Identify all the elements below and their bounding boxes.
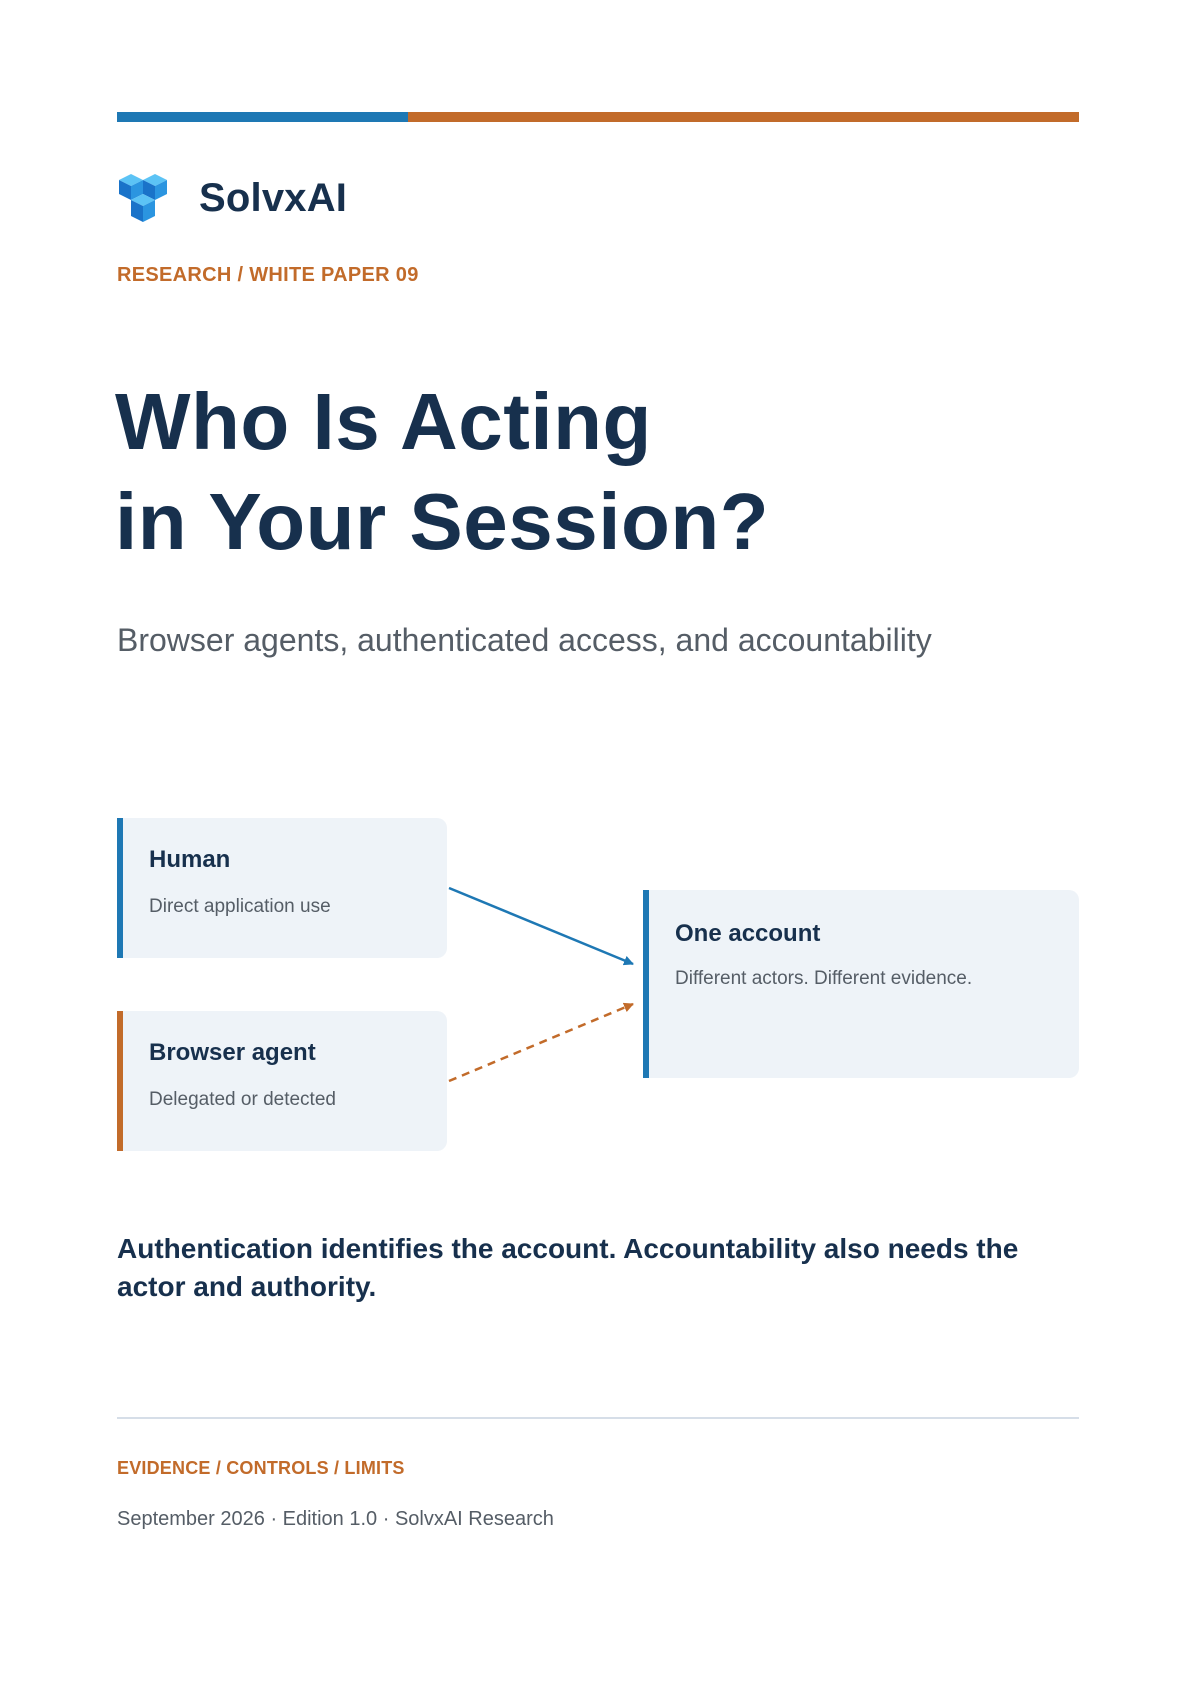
browser-agent-card-title: Browser agent xyxy=(149,1039,316,1066)
human-card xyxy=(117,818,447,958)
browser-agent-card xyxy=(117,1011,447,1151)
top-accent-bar xyxy=(117,112,1079,122)
footer-topics-label: EVIDENCE / CONTROLS / LIMITS xyxy=(117,1458,405,1478)
footer-publication-info: September 2026 · Edition 1.0 · SolvxAI Research xyxy=(117,1508,554,1530)
page-subtitle: Browser agents, authenticated access, and accountability xyxy=(117,622,932,658)
account-card-title: One account xyxy=(675,920,821,947)
account-card-text: Different actors. Different evidence. xyxy=(675,968,973,989)
document-series-label: RESEARCH / WHITE PAPER 09 xyxy=(117,264,419,286)
brand-header xyxy=(117,170,347,226)
agent-to-account-arrow xyxy=(449,1004,633,1081)
page-title xyxy=(115,372,769,572)
cube-logo-icon xyxy=(117,170,169,226)
accent-bar-orange-segment xyxy=(408,112,1079,122)
human-card-text: Direct application use xyxy=(149,896,331,917)
brand-name: SolvxAI xyxy=(199,175,348,220)
footer-divider xyxy=(117,1417,1079,1419)
title-line-2: in Your Session? xyxy=(115,477,770,566)
accent-bar-blue-segment xyxy=(117,112,408,122)
browser-agent-card-text: Delegated or detected xyxy=(149,1089,336,1110)
account-card xyxy=(643,890,1079,1078)
title-line-1: Who Is Acting xyxy=(115,377,652,466)
human-card-title: Human xyxy=(149,846,231,873)
key-statement: Authentication identifies the account. Accountability also needs the actor and authority. xyxy=(117,1233,1019,1302)
human-to-account-arrow xyxy=(449,888,633,964)
